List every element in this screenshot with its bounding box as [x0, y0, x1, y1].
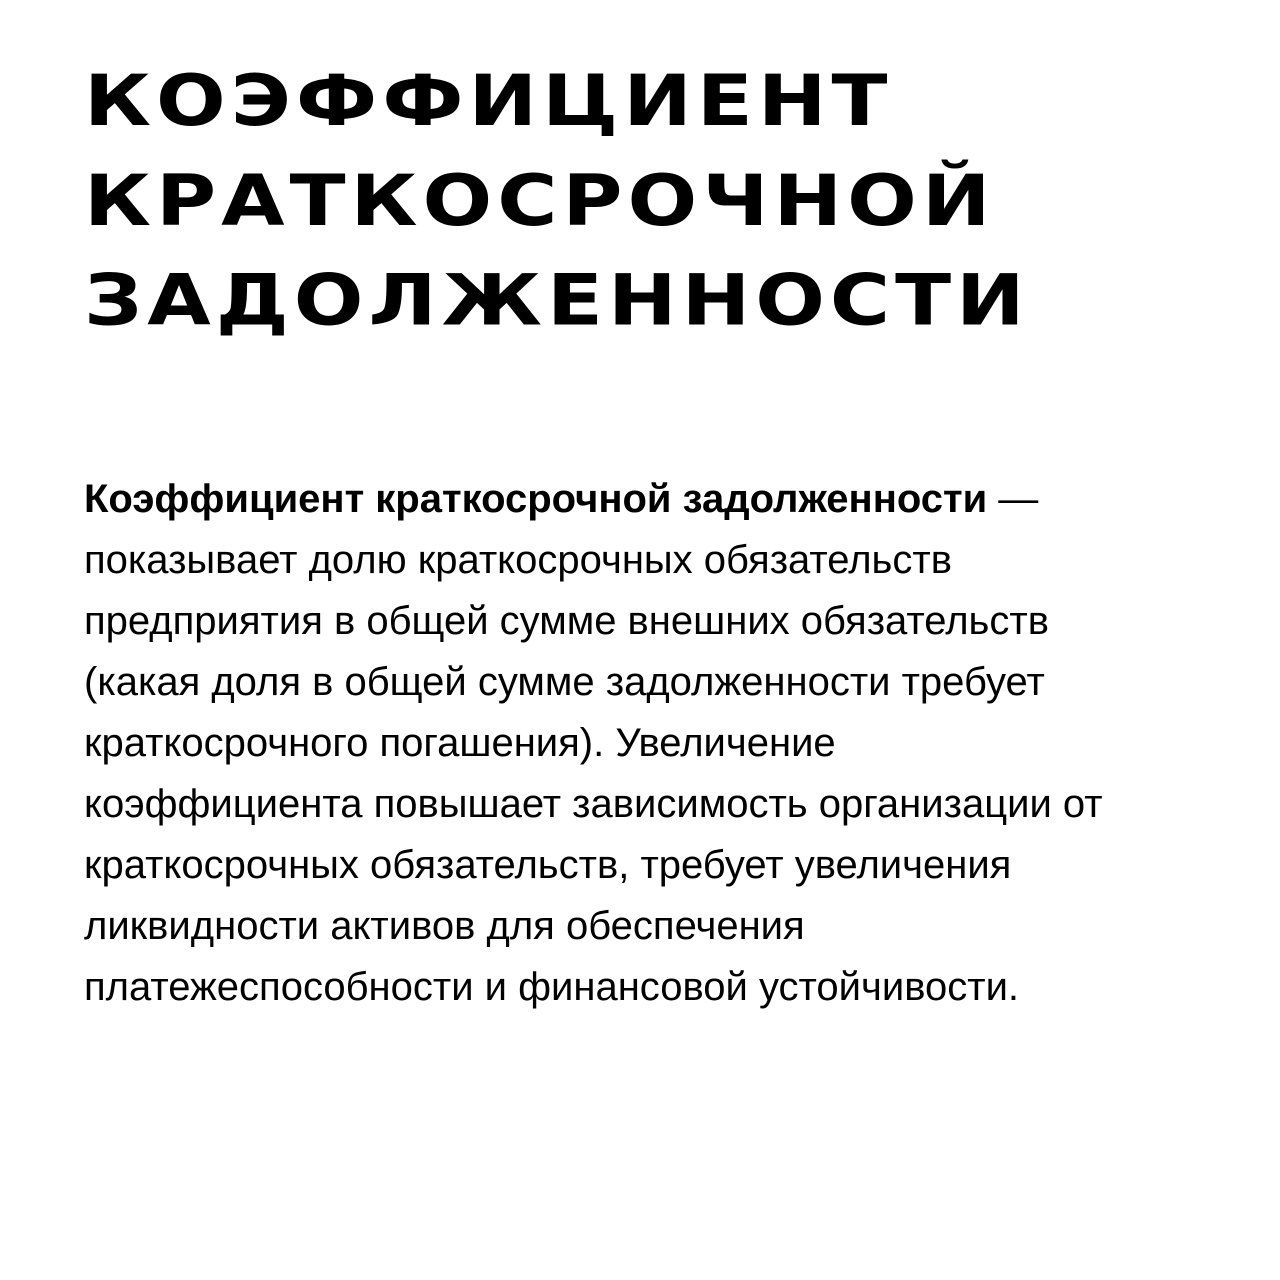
definition-line: (какая доля в общей сумме задолженности требует — [84, 660, 1045, 704]
definition-line: платежеспособности и финансовой устойчивости. — [84, 965, 1020, 1009]
definition-line: предприятия в общей сумме внешних обязательств — [84, 599, 1049, 643]
definition-first-line — [84, 469, 1244, 530]
page-title — [84, 52, 1030, 351]
title-line: КРАТКОСРОЧНОЙ — [84, 160, 996, 243]
definition-line: краткосрочных обязательств, требует увеличения — [84, 843, 1012, 887]
title-line: КОЭФФИЦИЕНТ — [84, 60, 893, 143]
definition-paragraph — [84, 469, 1244, 1018]
definition-term: Коэффициент краткосрочной задолженности — [84, 477, 988, 521]
definition-line: коэффициента повышает зависимость организации от — [84, 782, 1103, 826]
definition-line: ликвидности активов для обеспечения — [84, 904, 805, 948]
definition-dash: — — [987, 477, 1039, 521]
definition-line: краткосрочного погашения). Увеличение — [84, 721, 836, 765]
title-line: ЗАДОЛЖЕННОСТИ — [84, 260, 1030, 342]
definition-line: показывает долю краткосрочных обязательств — [84, 538, 952, 582]
